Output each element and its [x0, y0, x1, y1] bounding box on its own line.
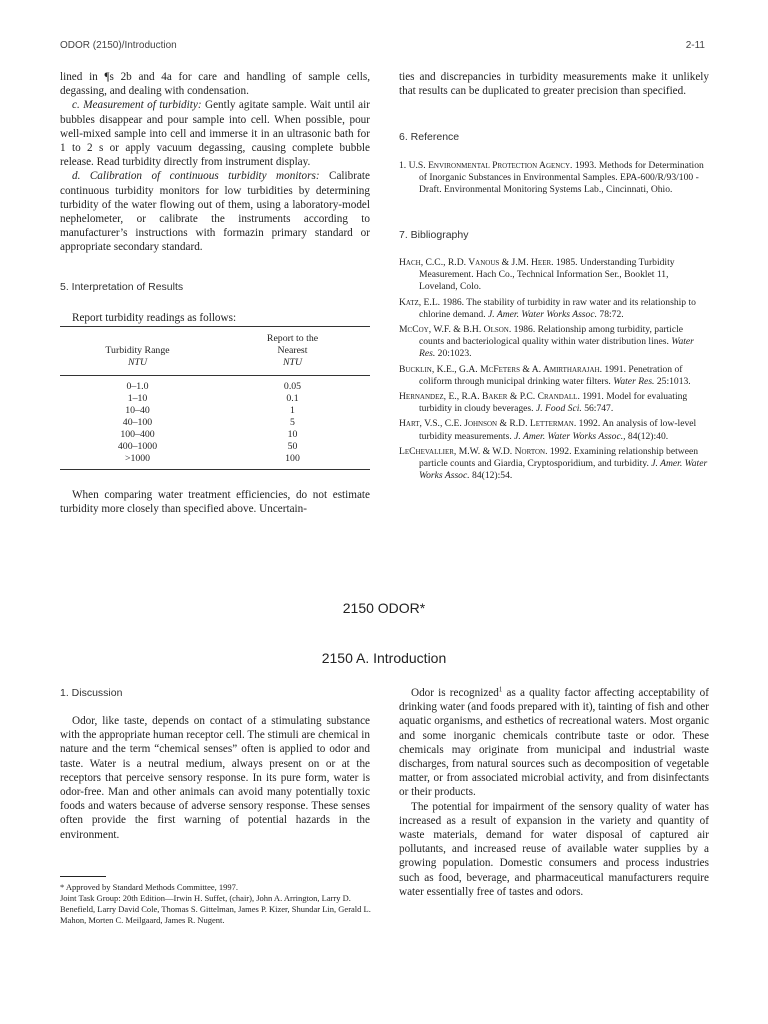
bib-item — [399, 324, 709, 361]
bib-journal: Water Res. — [419, 336, 694, 360]
range-cell: 0–1.0 — [126, 381, 149, 392]
bib-journal: J. Amer. Water Works Assoc., — [514, 430, 626, 442]
bib-author: Hernandez, E., R.A. Baker & P.C. Crandall. — [399, 391, 580, 403]
bib-item — [399, 391, 709, 415]
bib-item — [399, 418, 709, 442]
right-column-continued — [399, 70, 709, 98]
footnote-rule — [60, 876, 106, 877]
bib-tail: 20:1023. — [435, 348, 472, 360]
section-heading-bibliography: 7. Bibliography — [399, 229, 469, 241]
bib-text: 1985. Understanding Turbidity Measurement. Hach Co., Technical Information Ser., Booklet 11, Loveland, Colo. — [419, 257, 675, 293]
nearest-cell: 5 — [290, 417, 295, 428]
bib-tail: 25:1013. — [654, 375, 691, 387]
bib-text: 1991. Penetration of coliform through municipal drinking water filters. — [419, 363, 683, 387]
odor-text-rest: as a quality factor affecting acceptability of drinking water (and foods prepared with it), tainting of fish and other aquatic organisms, and esthetics of recreational waters. Most organic and some inorganic chemicals contribute taste or odor. These chemicals may originate from municipal and industrial waste discharges, from natural sources such as decomposition of vegetable matter, or from associated microbial activity, and from disinfectants or their products. — [399, 687, 709, 799]
nearest-cell: 0.05 — [283, 381, 302, 392]
table-row — [60, 417, 370, 429]
table-top-rule — [60, 326, 370, 327]
reference-item — [399, 160, 709, 197]
bib-author: Hach, C.C., R.D. Vanous & J.M. Heer. — [399, 257, 554, 268]
footnote-ref: 1 — [498, 685, 503, 694]
paragraph-continued-right: ties and discrepancies in turbidity measurements make it unlikely that results can be duplicated to greater precision than specified. — [399, 71, 709, 98]
section-heading-reference: 6. Reference — [399, 131, 460, 143]
measurement-label: c. Measurement of turbidity: — [72, 99, 202, 112]
footnote-task-group: Joint Task Group: 20th Edition—Irwin H. Suffet, (chair), John A. Arrington, Larry D. Benefield, Larry David Cole, Thomas S. Gittelman, James P. Kizer, Shundar Lin, Gerald L. Mahon, Morten C. Meilgaard, James R. Nugent. — [60, 893, 371, 925]
table-row — [60, 453, 370, 465]
bib-author: Katz, E.L. — [399, 296, 441, 308]
range-cell: 400–1000 — [117, 441, 158, 452]
range-cell: 100–400 — [120, 429, 155, 440]
paragraph-measurement — [60, 98, 370, 169]
discussion-paragraph — [60, 714, 370, 842]
range-cell: 10–40 — [125, 405, 150, 416]
nearest-cell: 10 — [287, 429, 298, 440]
table-row — [60, 441, 370, 453]
bib-text: 1991. Model for evaluating turbidity in cloudy beverages. — [419, 391, 688, 415]
table-row — [60, 393, 370, 405]
header-nearest: Nearest — [277, 345, 308, 356]
footnote-approval: * Approved by Standard Methods Committee, 1997. — [60, 882, 239, 892]
header-unit-right: NTU — [282, 357, 303, 368]
calibration-label: d. Calibration of continuous turbidity monitors: — [72, 170, 320, 183]
bib-tail: 84(12):54. — [469, 470, 513, 482]
discussion-text: Odor, like taste, depends on contact of a stimulating substance with the appropriate human receptor cell. The stimuli are chemical in nature and the term “chemical senses” often is applied to odor and taste. Water is a neutral medium, always present on or at the receptors that perceive sensory response. In its pure form, water is odor-free. Man and other animals can avoid many potentially toxic foods and waters because of adverse sensory response. These senses often provide the first warning of potential hazards in the environment. — [60, 715, 370, 841]
bib-item — [399, 364, 709, 388]
bibliography-list — [399, 257, 709, 485]
page-number: 2-11 — [685, 40, 705, 51]
ref-author: U.S. Environmental Protection Agency. — [408, 160, 573, 171]
section-subtitle-introduction: 2150 A. Introduction — [321, 650, 447, 666]
header-unit-left: NTU — [127, 357, 148, 368]
bib-journal: J. Amer. Water Works Assoc. — [419, 458, 708, 482]
table-row — [60, 381, 370, 393]
bib-tail: 78:72. — [597, 308, 624, 320]
nearest-cell: 1 — [290, 405, 295, 416]
bib-author: Bucklin, K.E., G.A. McFeters & A. Amirtharajah. — [399, 363, 602, 375]
report-intro — [60, 311, 370, 325]
left-column — [60, 70, 370, 255]
bib-text: 1992. An analysis of low-level turbidity measurements. — [419, 418, 697, 442]
comparing-text: When comparing water treatment efficiencies, do not estimate turbidity more closely than specified above. Uncertain- — [60, 489, 370, 516]
section-heading-interpretation: 5. Interpretation of Results — [60, 281, 184, 293]
reference-list — [399, 160, 709, 200]
bib-journal: J. Food Sci. — [535, 403, 582, 415]
bib-item — [399, 297, 709, 321]
bib-item — [399, 446, 709, 483]
table-body — [60, 381, 370, 465]
running-header: ODOR (2150)/Introduction — [60, 40, 177, 51]
table-row — [60, 429, 370, 441]
range-cell: 1–10 — [127, 393, 148, 404]
bib-text: 1986. Relationship among turbidity, particle counts and bacteriological quality within water distribution lines. — [419, 324, 684, 348]
range-cell: 40–100 — [122, 417, 153, 428]
nearest-cell: 100 — [285, 453, 300, 464]
section-heading-discussion: 1. Discussion — [60, 687, 123, 699]
report-intro-text: Report turbidity readings as follows: — [72, 312, 237, 324]
odor-recognized-paragraph — [399, 686, 709, 800]
impairment-paragraph: The potential for impairment of the sensory quality of water has increased as a result of expansion in the variety and quantity of waste materials, demand for water disposal of captured air pollutants, and increased reuse of available water supplies by a growing population. Domestic consumers and process industries such as food, beverage, and pharmaceutical manufacturers require water essentially free of tastes and odors. — [399, 800, 709, 898]
comparing-paragraph — [60, 488, 370, 516]
measurement-text: Gently agitate sample. Wait until air bubbles disappear and pour sample into cell. When possible, pour well-mixed sample into cell and immerse it in an ultrasonic bath for 1 to 2 s or apply vacuum degassing, causing complete bubble release. Read turbidity directly from instrument display. — [60, 99, 370, 169]
bib-text: 1986. The stability of turbidity in raw water and its relationship to chlorine demand. — [419, 296, 696, 320]
range-cell: >1000 — [124, 453, 151, 464]
table-bottom-rule — [60, 469, 370, 470]
header-turbidity-range: Turbidity Range — [105, 345, 170, 356]
calibration-text: Calibrate continuous turbidity monitors for low turbidities by determining turbidity of the water flowing out of them, using a laboratory-model nephelometer, or calibrate the instruments according to manufacturer’s instructions with formazin primary standard or appropriate secondary standard. — [60, 170, 370, 254]
ref-number: 1. — [399, 160, 407, 171]
turbidity-table — [60, 326, 370, 470]
odor-text-start: Odor is recognized — [411, 687, 499, 699]
bib-tail: 84(12):40. — [625, 430, 669, 442]
section-title-odor: 2150 ODOR* — [342, 600, 426, 616]
nearest-cell: 50 — [287, 441, 298, 452]
bib-item — [399, 257, 709, 294]
footnote — [60, 882, 380, 926]
paragraph-calibration — [60, 169, 370, 254]
bib-author: LeChevallier, M.W. & W.D. Norton. — [399, 445, 548, 457]
table-row — [60, 405, 370, 417]
bib-author: McCoy, W.F. & B.H. Olson. — [399, 324, 512, 336]
bib-journal: Water Res. — [613, 375, 655, 387]
table-header — [60, 333, 370, 369]
ref-text: 1993. Methods for Determination of Inorganic Substances in Environmental Samples. EPA-600/R/93/100 - Draft. Environmental Monitoring Systems Lab., Cincinnati, Ohio. — [419, 160, 704, 196]
bib-journal: J. Amer. Water Works Assoc. — [488, 308, 597, 320]
bib-tail: 56:747. — [581, 403, 614, 415]
header-report-to: Report to the — [266, 333, 319, 344]
bib-text: 1992. Examining relationship between particle counts and Giardia, Cryptosporidium, and turbidity. — [419, 445, 699, 470]
table-mid-rule — [60, 375, 370, 376]
paragraph-continued: lined in ¶s 2b and 4a for care and handling of sample cells, degassing, and dealing with condensation. — [60, 71, 370, 98]
intro-right-column — [399, 686, 709, 899]
nearest-cell: 0.1 — [286, 393, 299, 404]
bib-author: Hart, V.S., C.E. Johnson & R.D. Letterman. — [399, 418, 577, 430]
